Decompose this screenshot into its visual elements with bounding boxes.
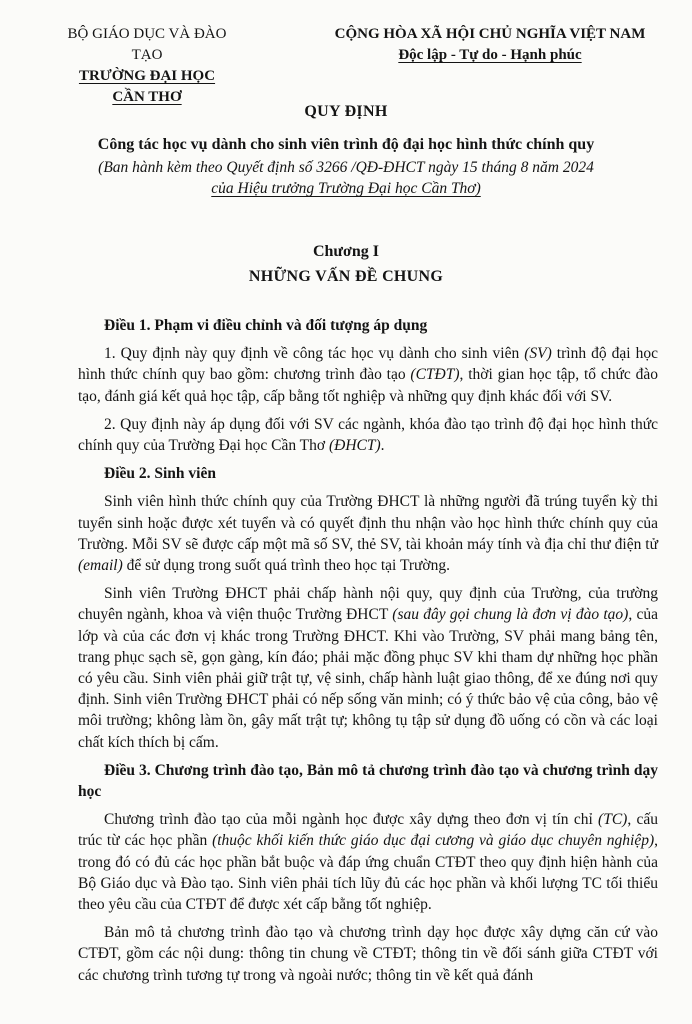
national-motto: Độc lập - Tự do - Hạnh phúc [398,47,582,63]
national-motto-block [320,24,660,66]
issuer-block [62,24,232,108]
article-3-paragraph-1: Chương trình đào tạo của mỗi ngành học được xây dựng theo đơn vị tín chỉ (TC), cấu trúc từ các học phần (thuộc khối kiến thức giáo dục đại cương và giáo dục chuyên nghiệp), trong đó có đủ các học phần bắt buộc và đáp ứng chuẩn CTĐT theo quy định hiện hành của Bộ Giáo dục và Đào tạo. Sinh viên phải tích lũy đủ các học phần và khối lượng TC tối thiểu theo yêu cầu của CTĐT để được xét cấp bằng tốt nghiệp. [78,811,659,914]
article-1-paragraph-2: 2. Quy định này áp dụng đối với SV các ngành, khóa đào tạo trình độ đại học hình thức chính quy của Trường Đại học Cần Thơ (ĐHCT). [78,415,658,455]
article-2-heading: Điều 2. Sinh viên [104,465,216,483]
article-1-heading: Điều 1. Phạm vi điều chỉnh và đối tượng áp dụng [104,317,428,334]
chapter-title: NHỮNG VẤN ĐỀ CHUNG [248,268,444,285]
chapter-number: Chương I [312,243,380,260]
issuance-note-line1: (Ban hành kèm theo Quyết định số 3266 /QĐ-ĐHCT ngày 15 tháng 8 năm 2024 [98,159,594,176]
ministry-name: BỘ GIÁO DỤC VÀ ĐÀO TẠO [67,26,227,63]
article-2-paragraph-2: Sinh viên Trường ĐHCT phải chấp hành nội quy, quy định của Trường, của trường chuyên ngành, khoa và viện thuộc Trường ĐHCT (sau đây gọi chung là đơn vị đào tạo), của lớp và của các đơn vị khác trong Trường ĐHCT. Khi vào Trường, SV phải mang bảng tên, trang phục sạch sẽ, gọn gàng, kín đáo; phải mặc đồng phục SV khi tham dự những học phần có yêu cầu. Sinh viên phải giữ trật tự, vệ sinh, chấp hành luật giao thông, để xe đúng nơi quy định. Sinh viên Trường ĐHCT phải có nếp sống văn minh; có ý thức bảo vệ của công, bảo vệ môi trường; không làm ồn, gây mất trật tự; không tụ tập sử dụng đồ uống có cồn và các loại chất kích thích bị cấm. [78,585,658,751]
article-1-paragraph-1: 1. Quy định này quy định về công tác học vụ dành cho sinh viên (SV) trình độ đại học hình thức chính quy bao gồm: chương trình đào tạo (CTĐT), thời gian học tập, tổ chức đào tạo, đánh giá kết quả học tập, cấp bằng tốt nghiệp và những quy định khác đối với SV. [78,345,658,405]
document-body [78,315,658,986]
country-name: CỘNG HÒA XÃ HỘI CHỦ NGHĨA VIỆT NAM [334,26,646,42]
university-name: TRƯỜNG ĐẠI HỌC CẦN THƠ [78,68,216,105]
issuance-note-line2: của Hiệu trưởng Trường Đại học Cần Thơ) [211,180,481,197]
issuance-note [40,157,652,199]
document-title: QUY ĐỊNH [304,103,388,120]
document-subtitle: Công tác học vụ dành cho sinh viên trình độ đại học hình thức chính quy [97,136,595,153]
article-3-heading: Điều 3. Chương trình đào tạo, Bản mô tả chương trình đào tạo và chương trình dạy học [78,761,658,801]
article-3-paragraph-2: Bản mô tả chương trình đào tạo và chương trình dạy học được xây dựng căn cứ vào CTĐT, gồm các nội dung: thông tin chung về CTĐT; thông tin về đối sánh giữa CTĐT với các chương trình tương tự trong và ngoài nước; thông tin về kết quả đánh [78,924,658,984]
article-2-paragraph-1: Sinh viên hình thức chính quy của Trường ĐHCT là những người đã trúng tuyển kỳ thi tuyển sinh hoặc được xét tuyển và có quyết định thu nhận vào học hình thức chính quy của Trường. Mỗi SV sẽ được cấp một mã số SV, thẻ SV, tài khoản máy tính và địa chỉ thư điện tử (email) để sử dụng trong suốt quá trình theo học tại Trường. [78,493,658,575]
